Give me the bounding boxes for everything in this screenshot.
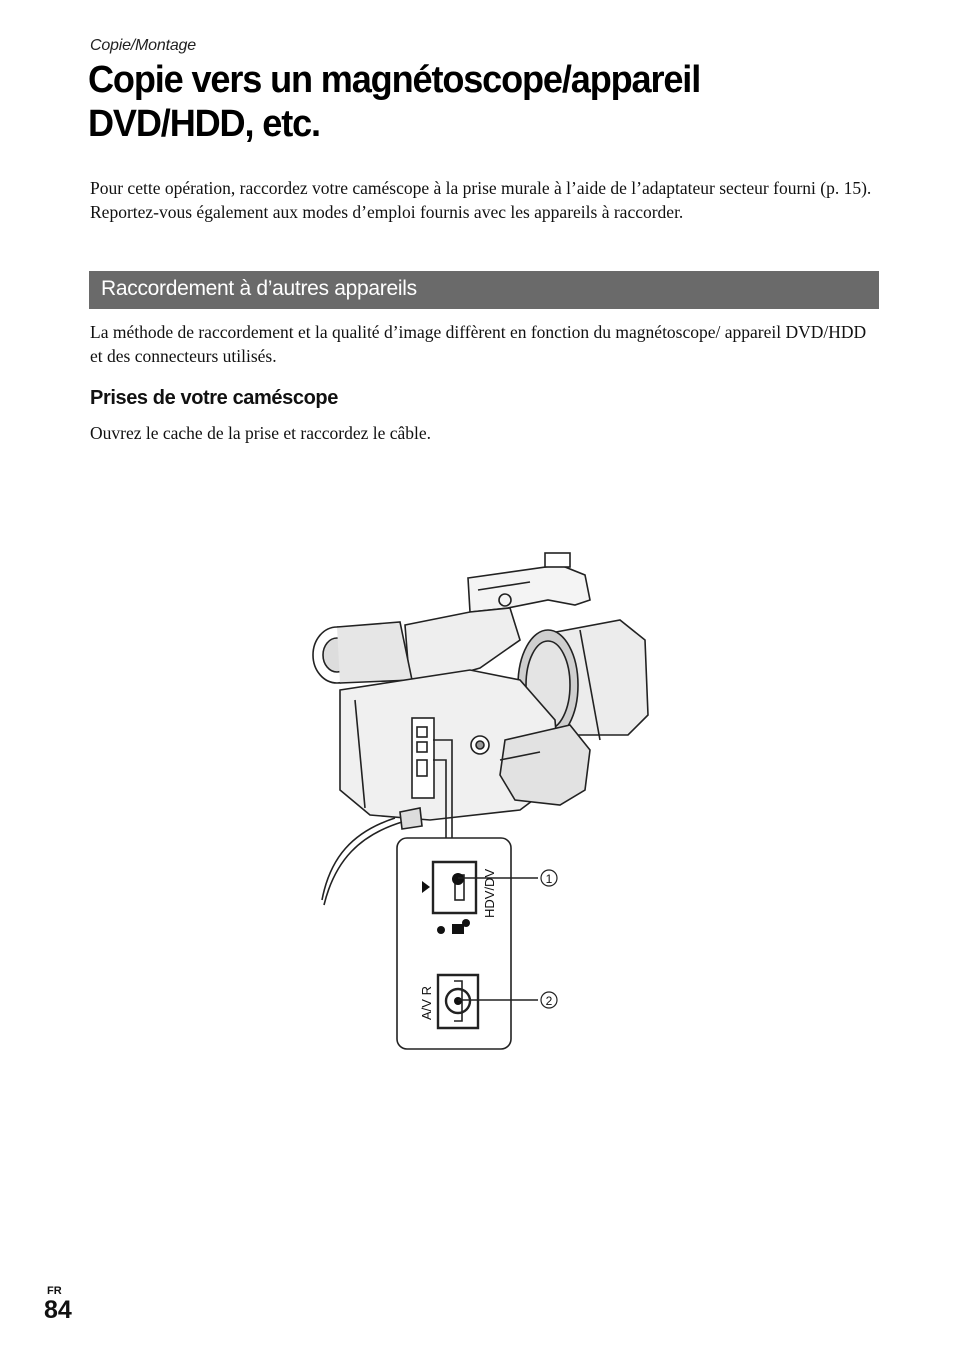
- breadcrumb: Copie/Montage: [90, 37, 196, 54]
- language-code: FR: [47, 1285, 62, 1297]
- page-number: 84: [44, 1296, 72, 1324]
- av-r-label: A/V R: [419, 986, 434, 1020]
- callout-2: 2: [545, 994, 553, 1008]
- subheading: Prises de votre caméscope: [90, 387, 338, 409]
- intro-paragraph: Pour cette opération, raccordez votre caméscope à la prise murale à l’aide de l’adaptateur secteur fourni (p. 15). Reportez-vous également aux modes d’emploi fournis avec les appareils à raccorder.: [90, 178, 872, 222]
- callout-1: 1: [545, 872, 553, 886]
- instruction-text: Ouvrez le cache de la prise et raccordez le câble.: [90, 423, 432, 443]
- section-title: Raccordement à d’autres appareils: [101, 277, 417, 300]
- hdv-dv-label: HDV/DV: [482, 868, 497, 918]
- page-title: Copie vers un magnétoscope/appareil DVD/HDD, etc.: [88, 59, 701, 145]
- section-paragraph: La méthode de raccordement et la qualité d’image diffèrent en fonction du magnétoscope/ appareil DVD/HDD et des connecteurs utilisés.: [90, 322, 867, 366]
